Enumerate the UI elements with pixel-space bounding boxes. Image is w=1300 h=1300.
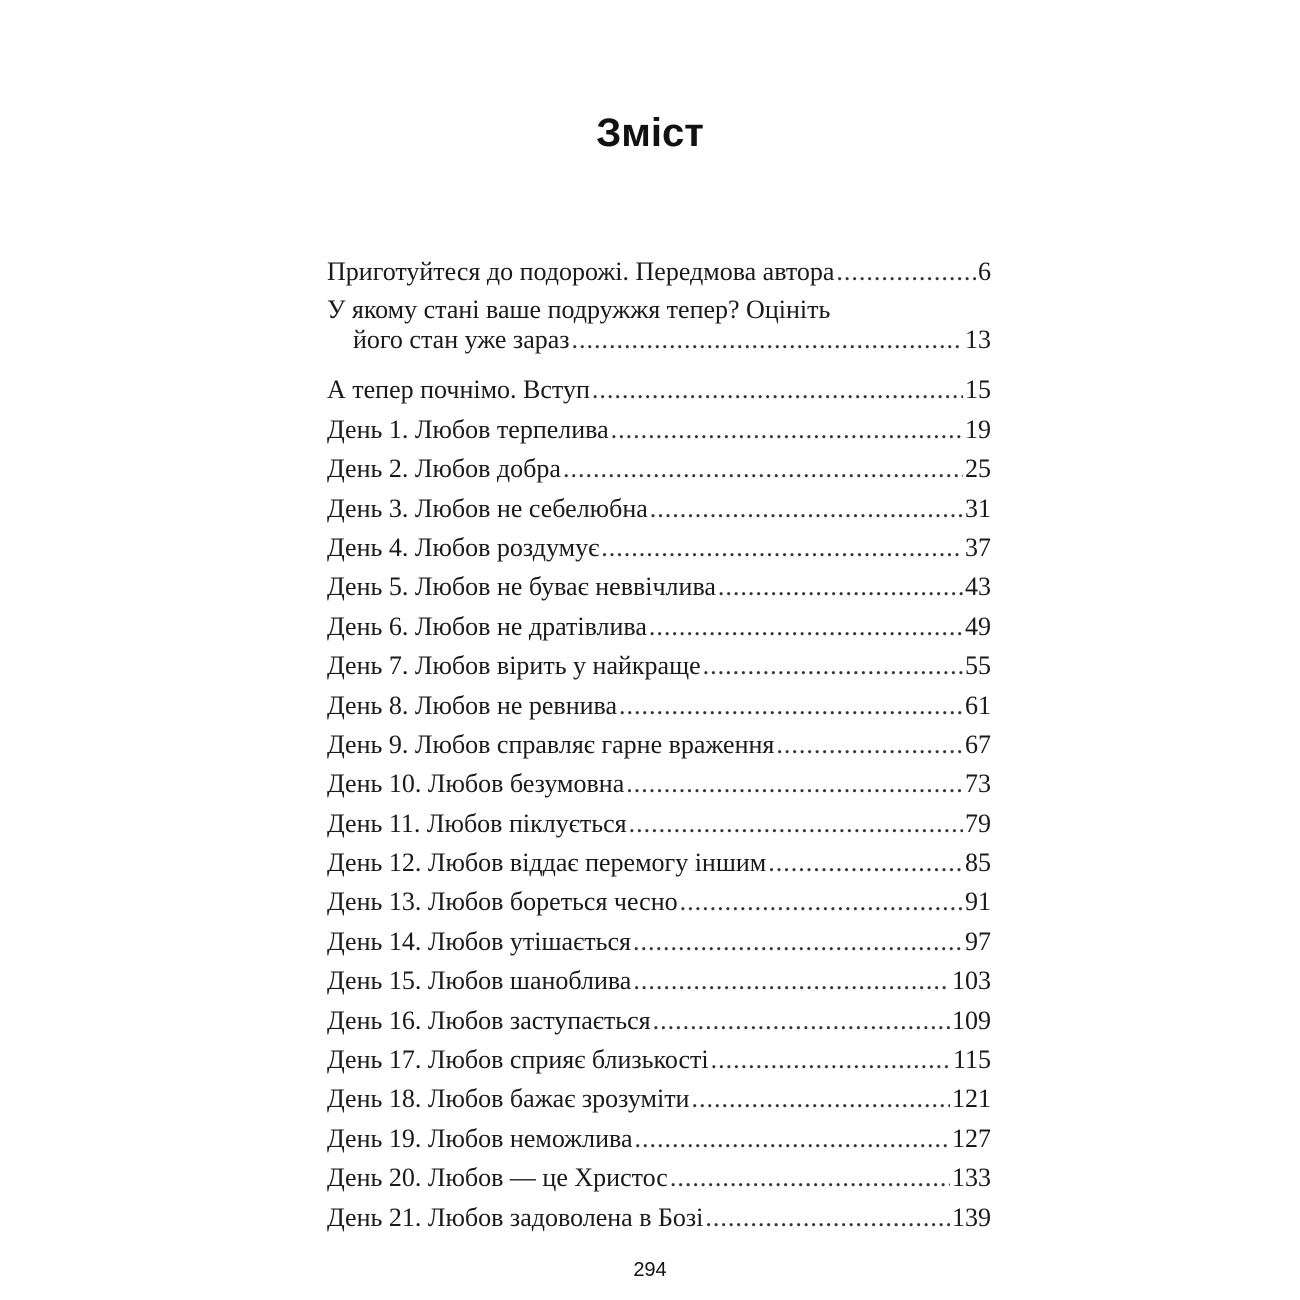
- toc-entry: [327, 961, 991, 1000]
- dot-leader: [629, 804, 963, 843]
- toc-row: [327, 528, 991, 567]
- toc-entry-title: День 16. Любов заступається: [327, 1005, 651, 1035]
- toc-entry-title: Приготуйтеся до подорожі. Передмова автора: [327, 257, 835, 286]
- toc-row: [327, 449, 991, 488]
- dot-leader: [611, 410, 963, 449]
- toc-row: [327, 1119, 991, 1158]
- toc-entry: [327, 1119, 991, 1158]
- dot-leader: [626, 764, 963, 803]
- toc-entry-title: День 14. Любов утішається: [327, 926, 631, 956]
- dot-leader: [653, 1001, 950, 1040]
- toc-entry: [327, 922, 991, 961]
- toc-row: [327, 567, 991, 606]
- toc-entry: [327, 646, 991, 685]
- toc-entry-title: День 8. Любов не ревнива: [327, 690, 617, 720]
- toc-row: [327, 1198, 991, 1237]
- toc-entry-page: 115: [952, 1045, 991, 1075]
- toc-row: [327, 252, 991, 291]
- dot-leader: [836, 252, 976, 291]
- toc-entry-title: День 3. Любов не себелюбна: [327, 493, 648, 523]
- toc-entry: [327, 410, 991, 449]
- dot-leader: [768, 843, 963, 882]
- toc-entry: [327, 1079, 991, 1118]
- toc-row: [327, 325, 991, 355]
- toc-entry-page: 91: [965, 887, 991, 917]
- toc-entry: [327, 370, 991, 409]
- toc-row: [327, 370, 991, 409]
- toc-entry: [327, 1158, 991, 1197]
- toc-row: [327, 843, 991, 882]
- toc-entry-page: 61: [965, 690, 991, 720]
- dot-leader: [718, 567, 963, 606]
- toc-entry-page: 13: [965, 325, 991, 355]
- toc-entry-page: 73: [965, 769, 991, 799]
- toc-entry-page: 31: [965, 493, 991, 523]
- dot-leader: [601, 528, 963, 567]
- toc-row: [327, 646, 991, 685]
- toc-row: [327, 725, 991, 764]
- toc-entry: [327, 489, 991, 528]
- toc-row: [327, 804, 991, 843]
- toc-entry-title: День 21. Любов задоволена в Бозі: [327, 1202, 704, 1232]
- dot-leader: [680, 882, 963, 921]
- table-of-contents: [327, 252, 991, 1237]
- toc-entry: [327, 882, 991, 921]
- toc-entry-title: День 2. Любов добра: [327, 454, 561, 484]
- toc-entry-page: 109: [952, 1005, 991, 1035]
- toc-entry-title: День 11. Любов піклується: [327, 808, 627, 838]
- toc-row: [327, 961, 991, 1000]
- toc-entry-page: 15: [965, 375, 991, 405]
- toc-entry-title: День 7. Любов вірить у найкраще: [327, 651, 701, 681]
- dot-leader: [703, 646, 963, 685]
- dot-leader: [776, 725, 963, 764]
- toc-entry-title: День 4. Любов роздумує: [327, 532, 600, 562]
- toc-entry-page: 139: [952, 1202, 991, 1232]
- toc-row: [327, 1001, 991, 1040]
- toc-entry-page: 121: [952, 1084, 991, 1114]
- toc-entry-page: 79: [965, 808, 991, 838]
- toc-entry-title: День 6. Любов не дратівлива: [327, 611, 647, 641]
- dot-leader: [691, 1079, 950, 1118]
- toc-row: [327, 1079, 991, 1118]
- toc-entry-page: 127: [952, 1123, 991, 1153]
- toc-entry-page: 49: [965, 611, 991, 641]
- toc-entry-page: 67: [965, 729, 991, 759]
- toc-entry-title: День 13. Любов бореться чесно: [327, 887, 678, 917]
- dot-leader: [711, 1040, 951, 1079]
- toc-row: [327, 686, 991, 725]
- dot-leader: [592, 370, 963, 409]
- toc-entry: [327, 725, 991, 764]
- toc-entry-page: 55: [965, 651, 991, 681]
- toc-entry-title: День 18. Любов бажає зрозуміти: [327, 1084, 690, 1114]
- toc-entry-title: День 1. Любов терпелива: [327, 414, 609, 444]
- toc-entry-title: День 9. Любов справляє гарне враження: [327, 729, 775, 759]
- toc-row: [327, 489, 991, 528]
- toc-row: [327, 1040, 991, 1079]
- dot-leader: [650, 489, 963, 528]
- toc-row: [327, 882, 991, 921]
- toc-entry-title: День 15. Любов шанoблива: [327, 966, 632, 996]
- toc-entry: [327, 528, 991, 567]
- toc-entry-page: 25: [965, 454, 991, 484]
- toc-row: [327, 410, 991, 449]
- dot-leader: [619, 686, 963, 725]
- toc-entry: [327, 804, 991, 843]
- page-title: Зміст: [596, 110, 704, 155]
- toc-entry-title: День 19. Любов неможлива: [327, 1123, 633, 1153]
- dot-leader: [572, 325, 963, 355]
- toc-row: [327, 922, 991, 961]
- toc-entry-page: 37: [965, 532, 991, 562]
- toc-entry-title: У якому стані ваше подружжя тепер? Оцініть: [327, 295, 831, 325]
- dot-leader: [633, 961, 950, 1000]
- toc-entry-page: 133: [952, 1163, 991, 1193]
- toc-entry: [327, 1198, 991, 1237]
- dot-leader: [635, 1119, 950, 1158]
- dot-leader: [633, 922, 963, 961]
- toc-entry-page: 103: [952, 966, 991, 996]
- toc-entry-page: 6: [978, 257, 991, 286]
- toc-entry: [327, 1040, 991, 1079]
- toc-entry-title: День 12. Любов віддає перемогу іншим: [327, 848, 767, 878]
- toc-entry-page: 97: [965, 926, 991, 956]
- dot-leader: [649, 607, 963, 646]
- toc-entry: [327, 607, 991, 646]
- toc-entry-title: День 20. Любов — це Христос: [327, 1163, 668, 1193]
- toc-entry-title-continued: його стан уже зараз: [353, 325, 570, 355]
- toc-row: [327, 295, 991, 325]
- toc-row: [327, 607, 991, 646]
- dot-leader: [705, 1198, 950, 1237]
- toc-entry: [327, 764, 991, 803]
- toc-entry: [327, 1001, 991, 1040]
- toc-entry-title: День 5. Любов не буває неввічлива: [327, 572, 716, 602]
- toc-entry-page: 19: [965, 414, 991, 444]
- toc-entry: [327, 252, 991, 291]
- toc-entry-page: 85: [965, 848, 991, 878]
- toc-entry-page: 43: [965, 572, 991, 602]
- toc-entry: [327, 449, 991, 488]
- toc-entry: [327, 567, 991, 606]
- dot-leader: [670, 1158, 950, 1197]
- toc-entry: [327, 291, 991, 365]
- page-number: 294: [633, 1259, 667, 1281]
- toc-entry-title: День 17. Любов сприяє близькості: [327, 1045, 709, 1075]
- toc-row: [327, 764, 991, 803]
- toc-entry-title: День 10. Любов безумовна: [327, 769, 625, 799]
- toc-entry: [327, 686, 991, 725]
- toc-row: [327, 1158, 991, 1197]
- dot-leader: [563, 449, 963, 488]
- toc-entry-title: А тепер почнімо. Вступ: [327, 375, 590, 405]
- toc-entry: [327, 843, 991, 882]
